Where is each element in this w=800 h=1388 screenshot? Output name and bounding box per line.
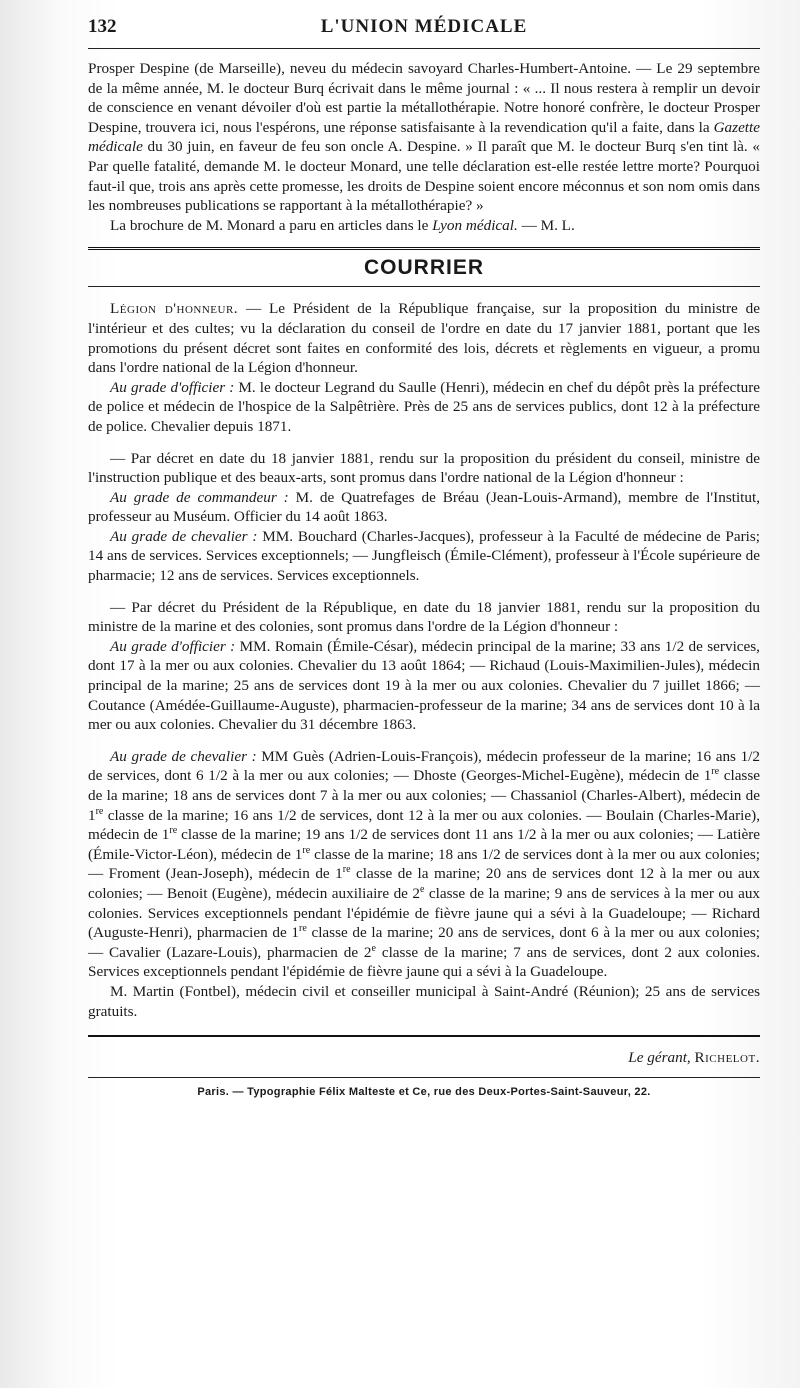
legion-paragraph-4: Au grade de commandeur : M. de Quatrefages de Bréau (Jean-Louis-Armand), membre de l'Institut, professeur au Muséum. Officier du 14 août 1863. (88, 488, 760, 526)
closing-rule (88, 1035, 760, 1037)
footer-rule (88, 1077, 760, 1078)
header-rule (88, 48, 760, 49)
page-header (88, 14, 760, 48)
legion-paragraph-3: — Par décret en date du 18 janvier 1881, rendu sur la proposition du président du conseil, ministre de l'instruction publique et des beaux-arts, sont promus dans l'ordre national de la Légion d'honneur : (88, 449, 760, 487)
section-rule (88, 286, 760, 287)
legion-paragraph-9: M. Martin (Fontbel), médecin civil et conseiller municipal à Saint-André (Réunion); 25 ans de services gratuits. (88, 982, 760, 1020)
legion-paragraph-2: Au grade d'officier : M. le docteur Legrand du Saulle (Henri), médecin en chef du dépôt près la préfecture de police et médecin de l'hospice de la Salpêtrière. Près de 25 ans de services publics, dont 12 à la préfecture de police. Chevalier depuis 1871. (88, 378, 760, 435)
courrier-section (88, 299, 760, 1021)
intro-paragraph-1: Prosper Despine (de Marseille), neveu du médecin savoyard Charles-Humbert-Antoine. — Le 29 septembre de la même année, M. le docteur Burq écrivait dans le même journal : « ... Il nous restera à remplir un devoir de conscience en venant dévoiler d'où est partie la métallothérapie. Notre honoré confrère, le docteur Prosper Despine, trouvera ici, nous l'espérons, une réponse satisfaisante à la revendication qu'il a faite, dans la Gazette médicale du 30 juin, en faveur de feu son oncle A. Despine. » Il paraît que M. le docteur Burq s'en tint là. « Par quelle fatalité, demande M. le docteur Monard, une telle déclaration est-elle restée lettre morte? Pourquoi faut-il que, trois ans après cette promesse, les droits de Despine soient encore méconnus et son nom omis dans les nombreuses publications se rapportant à la métallothérapie? » (88, 60, 760, 215)
intro-paragraph-2: La brochure de M. Monard a paru en articles dans le Lyon médical. — M. L. (110, 216, 575, 234)
section-title: COURRIER (363, 256, 484, 280)
legion-paragraph-6: — Par décret du Président de la République, en date du 18 janvier 1881, rendu sur la proposition du ministre de la marine et des colonies, sont promus dans l'ordre de la Légion d'honneur : (88, 598, 760, 636)
section-heading (88, 247, 760, 287)
legion-paragraph-8: Au grade de chevalier : MM Guès (Adrien-Louis-François), médecin professeur de la marine; 16 ans 1/2 de services, dont 6 1/2 à la mer ou aux colonies; — Dhoste (Georges-Michel-Eugène), médecin de 1re classe de la marine; 18 ans de services dont 7 à la mer ou aux colonies; — Chassaniol (Charles-Albert), médecin de 1re classe de la marine; 16 ans 1/2 de services, dont 12 à la mer ou aux colonies. — Boulain (Charles-Marie), médecin de 1re classe de la marine; 19 ans 1/2 de services dont 11 ans 1/2 à la mer ou aux colonies; — Latière (Émile-Victor-Léon), médecin de 1re classe de la marine; 18 ans 1/2 de services dont à la mer ou aux colonies; — Froment (Jean-Joseph), médecin de 1re classe de la marine; 20 ans de services dont 12 à la mer ou aux colonies; — Benoit (Eugène), médecin auxiliaire de 2e classe de la marine; 9 ans de services à la mer ou aux colonies. Services exceptionnels pendant l'épidémie de fièvre jaune qui a sévi à la Guadeloupe; — Richard (Auguste-Henri), pharmacien de 1re classe de la marine; 20 ans de services, dont 6 à la mer ou aux colonies; — Cavalier (Lazare-Louis), pharmacien de 2e classe de la marine; 7 ans de services, dont 2 aux colonies. Services exceptionnels pendant l'épidémie de fièvre jaune qui a sévi à la Guadeloupe. (88, 747, 761, 981)
running-title: L'UNION MÉDICALE (320, 16, 528, 37)
page-number: 132 (88, 16, 117, 37)
legion-paragraph-1: Légion d'honneur. — Le Président de la République française, sur la proposition du ministre de l'intérieur et des cultes; vu la déclaration du conseil de l'ordre en date du 17 janvier 1881, portant que les promotions du présent décret sont faites en conformité des lois, décrets et règlements en vigueur, a promu dans l'ordre national de la Légion d'honneur. (88, 300, 760, 377)
section-double-rule (88, 247, 760, 250)
legion-paragraph-5: Au grade de chevalier : MM. Bouchard (Charles-Jacques), professeur à la Faculté de médecine de Paris; 14 ans de services. Services exceptionnels; — Jungfleisch (Émile-Clément), professeur à l'École supérieure de pharmacie; 12 ans de services. Services exceptionnels. (88, 527, 760, 585)
intro-section (88, 59, 760, 235)
signature: Le gérant, Richelot. (628, 1049, 760, 1067)
printer-imprint: Paris. — Typographie Félix Malteste et Ce, rue des Deux-Portes-Saint-Sauveur, 22. (197, 1086, 651, 1099)
legion-paragraph-7: Au grade d'officier : MM. Romain (Émile-César), médecin principal de la marine; 33 ans 1/2 de services, dont 17 à la mer ou aux colonies. Chevalier du 13 août 1864; — Richaud (Louis-Maximilien-Jules), médecin principal de la marine; 25 ans de services dont 19 à la mer ou aux colonies. Chevalier du 7 juillet 1866; — Coutance (Amédée-Guillaume-Auguste), pharmacien-professeur de la marine; 34 ans de services dont 10 à la mer ou aux colonies. Chevalier du 31 décembre 1863. (88, 637, 760, 734)
